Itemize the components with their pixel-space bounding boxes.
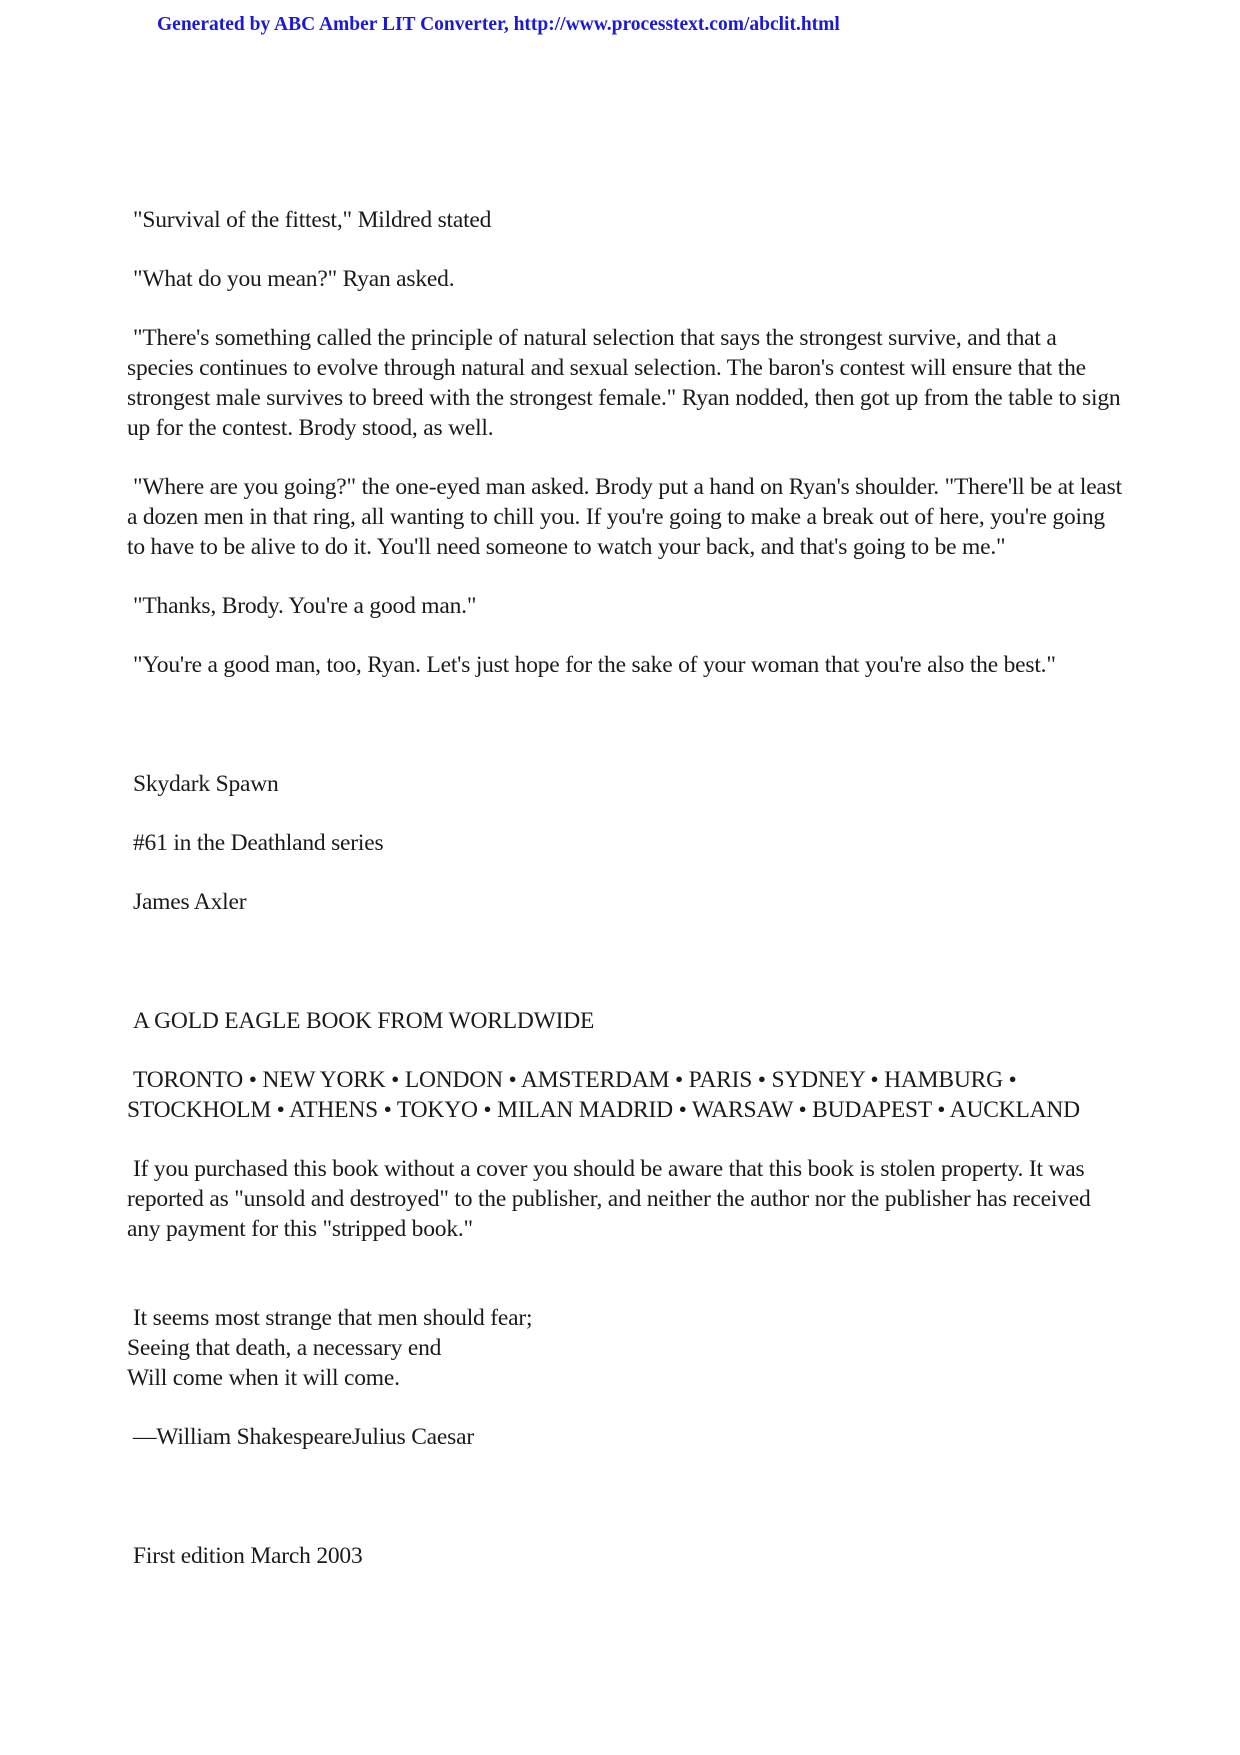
paragraph-where-are-you-going: "Where are you going?" the one-eyed man asked. Brody put a hand on Ryan's shoulder. "There'll be at least a dozen men in that ring, all wanting to chill you. If you're going to make a break out of here, you're going to have to be alive to do it. You'll need someone to watch your back, and that's going to be me."	[127, 474, 1128, 560]
paragraph-thanks-brody: "Thanks, Brody. You're a good man."	[133, 593, 477, 619]
epigraph-line-1: It seems most strange that men should fear;	[133, 1305, 533, 1331]
converter-header: Generated by ABC Amber LIT Converter, http://www.processtext.com/abclit.html	[157, 14, 840, 35]
book-author: James Axler	[133, 889, 247, 915]
epigraph-line-3: Will come when it will come.	[127, 1365, 400, 1391]
book-title: Skydark Spawn	[133, 771, 279, 797]
book-series: #61 in the Deathland series	[133, 830, 384, 856]
paragraph-survival: "Survival of the fittest," Mildred stated	[133, 207, 492, 233]
edition-line: First edition March 2003	[133, 1543, 363, 1569]
stripped-book-notice: If you purchased this book without a cover you should be aware that this book is stolen property. It was reported as "unsold and destroyed" to the publisher, and neither the author nor the publisher has received any payment for this "stripped book."	[127, 1156, 1097, 1242]
epigraph-attribution: —William ShakespeareJulius Caesar	[133, 1424, 474, 1450]
epigraph-line-2: Seeing that death, a necessary end	[127, 1335, 442, 1361]
paragraph-what-do-you-mean: "What do you mean?" Ryan asked.	[133, 266, 455, 292]
paragraph-good-man-too: "You're a good man, too, Ryan. Let's just hope for the sake of your woman that you're also the best."	[133, 652, 1056, 678]
paragraph-natural-selection: "There's something called the principle of natural selection that says the strongest survive, and that a species continues to evolve through natural and sexual selection. The baron's contest will ensure that the strongest male survives to breed with the strongest female." Ryan nodded, then got up from the table to sign up for the contest. Brody stood, as well.	[127, 325, 1127, 441]
epigraph	[127, 1303, 1127, 1393]
document-body	[127, 205, 1127, 1571]
publisher-line: A GOLD EAGLE BOOK FROM WORLDWIDE	[133, 1008, 595, 1034]
publisher-cities: TORONTO • NEW YORK • LONDON • AMSTERDAM • PARIS • SYDNEY • HAMBURG • STOCKHOLM • ATHENS • TOKYO • MILAN MADRID • WARSAW • BUDAPEST • AUCKLAND	[127, 1067, 1080, 1123]
